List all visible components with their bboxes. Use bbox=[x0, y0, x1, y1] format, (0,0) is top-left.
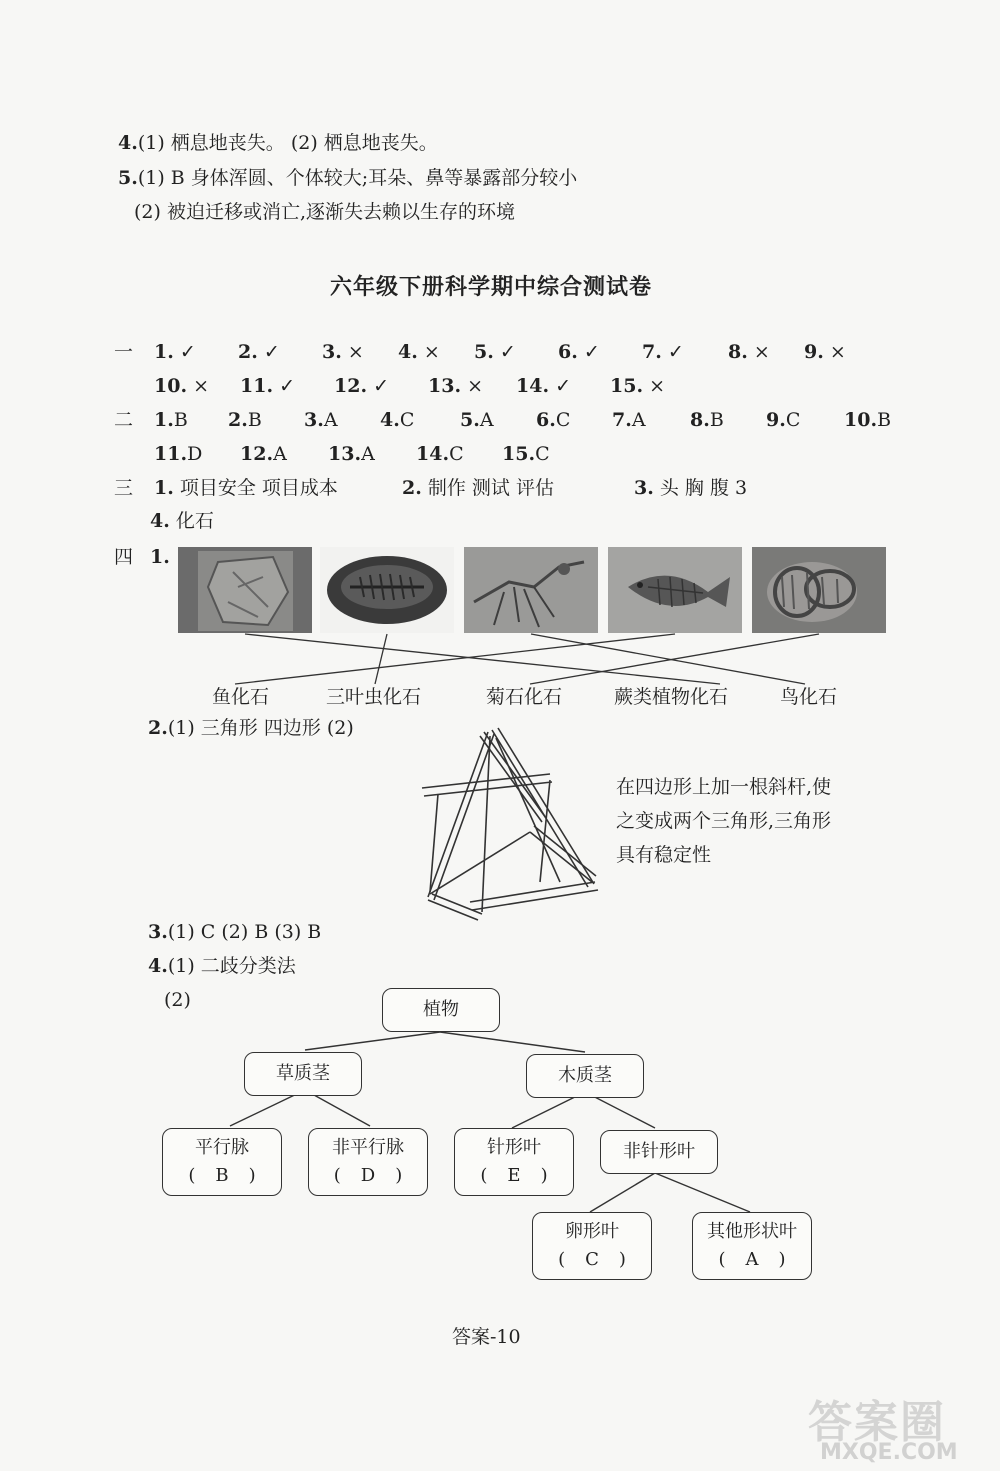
tree-node-needle-label: 针形叶 bbox=[487, 1137, 541, 1158]
tree-node-plant-label: 植物 bbox=[423, 999, 459, 1020]
s3-answer-3: 3. 头 胸 腹 3 bbox=[634, 477, 748, 499]
page-footer: 答案-10 bbox=[452, 1326, 521, 1348]
stability-explanation bbox=[616, 770, 831, 872]
s4-q2-num: 2. bbox=[148, 717, 168, 739]
tree-node-other bbox=[692, 1212, 812, 1280]
s1-answer-11: 11. ✓ bbox=[240, 375, 296, 397]
s1-answer-4: 4. × bbox=[398, 341, 440, 363]
s2-answer-1: 1.B bbox=[154, 409, 188, 431]
watermark-url: MXQE.COM bbox=[820, 1440, 958, 1465]
stick-frame-diagram bbox=[410, 722, 610, 922]
ammonite-photo bbox=[752, 547, 886, 633]
s1-answer-1: 1. ✓ bbox=[154, 341, 196, 363]
s4-q4-sub2: (2) bbox=[164, 989, 191, 1011]
tree-node-wood-label: 木质茎 bbox=[558, 1065, 612, 1086]
s1-answer-5: 5. ✓ bbox=[474, 341, 516, 363]
fossil-label-fern: 蕨类植物化石 bbox=[614, 686, 729, 708]
s1-answer-9: 9. × bbox=[804, 341, 846, 363]
tree-node-other-label: 其他形状叶 bbox=[707, 1221, 797, 1242]
q5-line1 bbox=[118, 166, 577, 190]
tree-node-nonparallel-answer: ( D ) bbox=[333, 1165, 403, 1186]
tree-node-nonparallel-label: 非平行脉 bbox=[332, 1137, 404, 1158]
s3-answer-1: 1. 项目安全 项目成本 bbox=[154, 477, 338, 499]
s2-answer-6: 6.C bbox=[536, 409, 571, 431]
fish-fossil-photo bbox=[608, 547, 742, 633]
section1-label: 一 bbox=[114, 341, 134, 363]
s2-answer-2: 2.B bbox=[228, 409, 262, 431]
explanation-line-3: 具有稳定性 bbox=[616, 844, 712, 866]
explanation-line-2: 之变成两个三角形,三角形 bbox=[616, 810, 832, 832]
s2-answer-5: 5.A bbox=[460, 409, 494, 431]
tree-node-oval-answer: ( C ) bbox=[558, 1249, 626, 1270]
s3-answer-4: 4. 化石 bbox=[150, 510, 214, 532]
page-title: 六年级下册科学期中综合测试卷 bbox=[330, 274, 653, 300]
tree-node-oval-label: 卵形叶 bbox=[565, 1221, 619, 1242]
tree-node-parallel bbox=[162, 1128, 282, 1196]
section2-label: 二 bbox=[114, 409, 134, 431]
s2-answer-10: 10.B bbox=[844, 409, 892, 431]
s2-answer-3: 3.A bbox=[304, 409, 338, 431]
s1-answer-2: 2. ✓ bbox=[238, 341, 280, 363]
s2-answer-13: 13.A bbox=[328, 443, 375, 465]
s1-answer-14: 14. ✓ bbox=[516, 375, 572, 397]
fossil-label-bird: 鸟化石 bbox=[780, 686, 838, 708]
s2-answer-7: 7.A bbox=[612, 409, 646, 431]
tree-node-parallel-answer: ( B ) bbox=[188, 1165, 256, 1186]
tree-node-nonneedle-label: 非针形叶 bbox=[623, 1141, 695, 1162]
s4-q4-text: (1) 二歧分类法 bbox=[167, 955, 296, 977]
s1-answer-3: 3. × bbox=[322, 341, 364, 363]
tree-node-herb-label: 草质茎 bbox=[276, 1063, 330, 1084]
s2-answer-15: 15.C bbox=[502, 443, 550, 465]
section3-label: 三 bbox=[114, 477, 134, 499]
s4-q4-line bbox=[148, 954, 296, 978]
s1-answer-6: 6. ✓ bbox=[558, 341, 600, 363]
q4-line bbox=[118, 131, 438, 155]
tree-node-nonparallel bbox=[308, 1128, 428, 1196]
s1-answer-13: 13. × bbox=[428, 375, 484, 397]
s4-q3-num: 3. bbox=[148, 921, 168, 943]
tree-node-nonneedle bbox=[600, 1130, 718, 1174]
s4-q4-num: 4. bbox=[148, 955, 168, 977]
tree-node-needle-answer: ( E ) bbox=[480, 1165, 548, 1186]
s4-q2-text: (1) 三角形 四边形 (2) bbox=[167, 717, 354, 739]
tree-node-wood bbox=[526, 1054, 644, 1098]
s4-q2-line bbox=[148, 716, 354, 740]
tree-node-other-answer: ( A ) bbox=[718, 1249, 786, 1270]
fossil-label-trilobite: 三叶虫化石 bbox=[326, 686, 422, 708]
s1-answer-8: 8. × bbox=[728, 341, 770, 363]
s1-answer-7: 7. ✓ bbox=[642, 341, 684, 363]
q4-text: (1) 栖息地丧失。 (2) 栖息地丧失。 bbox=[137, 132, 438, 154]
matching-lines bbox=[150, 630, 870, 690]
s2-answer-14: 14.C bbox=[416, 443, 464, 465]
watermark-logo: 答案圈 bbox=[808, 1397, 946, 1448]
s2-answer-12: 12.A bbox=[240, 443, 287, 465]
fossil-fern-photo bbox=[178, 547, 312, 633]
fossil-label-ammonite: 菊石化石 bbox=[486, 686, 563, 708]
tree-node-parallel-label: 平行脉 bbox=[195, 1137, 249, 1158]
section4-label: 四 bbox=[114, 546, 134, 568]
s1-answer-12: 12. ✓ bbox=[334, 375, 390, 397]
fossil-label-fish: 鱼化石 bbox=[212, 686, 270, 708]
s2-answer-11: 11.D bbox=[154, 443, 203, 465]
q4-num: 4. bbox=[118, 132, 138, 154]
s4-q3-text: (1) C (2) B (3) B bbox=[167, 921, 322, 943]
q5-line2: (2) 被迫迁移或消亡,逐渐失去赖以生存的环境 bbox=[134, 201, 515, 223]
bird-fossil-photo bbox=[464, 547, 598, 633]
s1-answer-15: 15. × bbox=[610, 375, 666, 397]
s3-answer-2: 2. 制作 测试 评估 bbox=[402, 477, 554, 499]
s2-answer-9: 9.C bbox=[766, 409, 801, 431]
s2-answer-8: 8.B bbox=[690, 409, 724, 431]
s4-q1-num: 1. bbox=[150, 546, 170, 568]
tree-node-oval bbox=[532, 1212, 652, 1280]
tree-node-herb bbox=[244, 1052, 362, 1096]
s1-answer-10: 10. × bbox=[154, 375, 210, 397]
q5-text1: (1) B 身体浑圆、个体较大;耳朵、鼻等暴露部分较小 bbox=[137, 167, 578, 189]
tree-node-needle bbox=[454, 1128, 574, 1196]
s2-answer-4: 4.C bbox=[380, 409, 415, 431]
q5-num: 5. bbox=[118, 167, 138, 189]
explanation-line-1: 在四边形上加一根斜杆,使 bbox=[616, 776, 832, 798]
tree-node-plant bbox=[382, 988, 500, 1032]
s4-q3-line bbox=[148, 920, 321, 944]
trilobite-photo bbox=[320, 547, 454, 633]
